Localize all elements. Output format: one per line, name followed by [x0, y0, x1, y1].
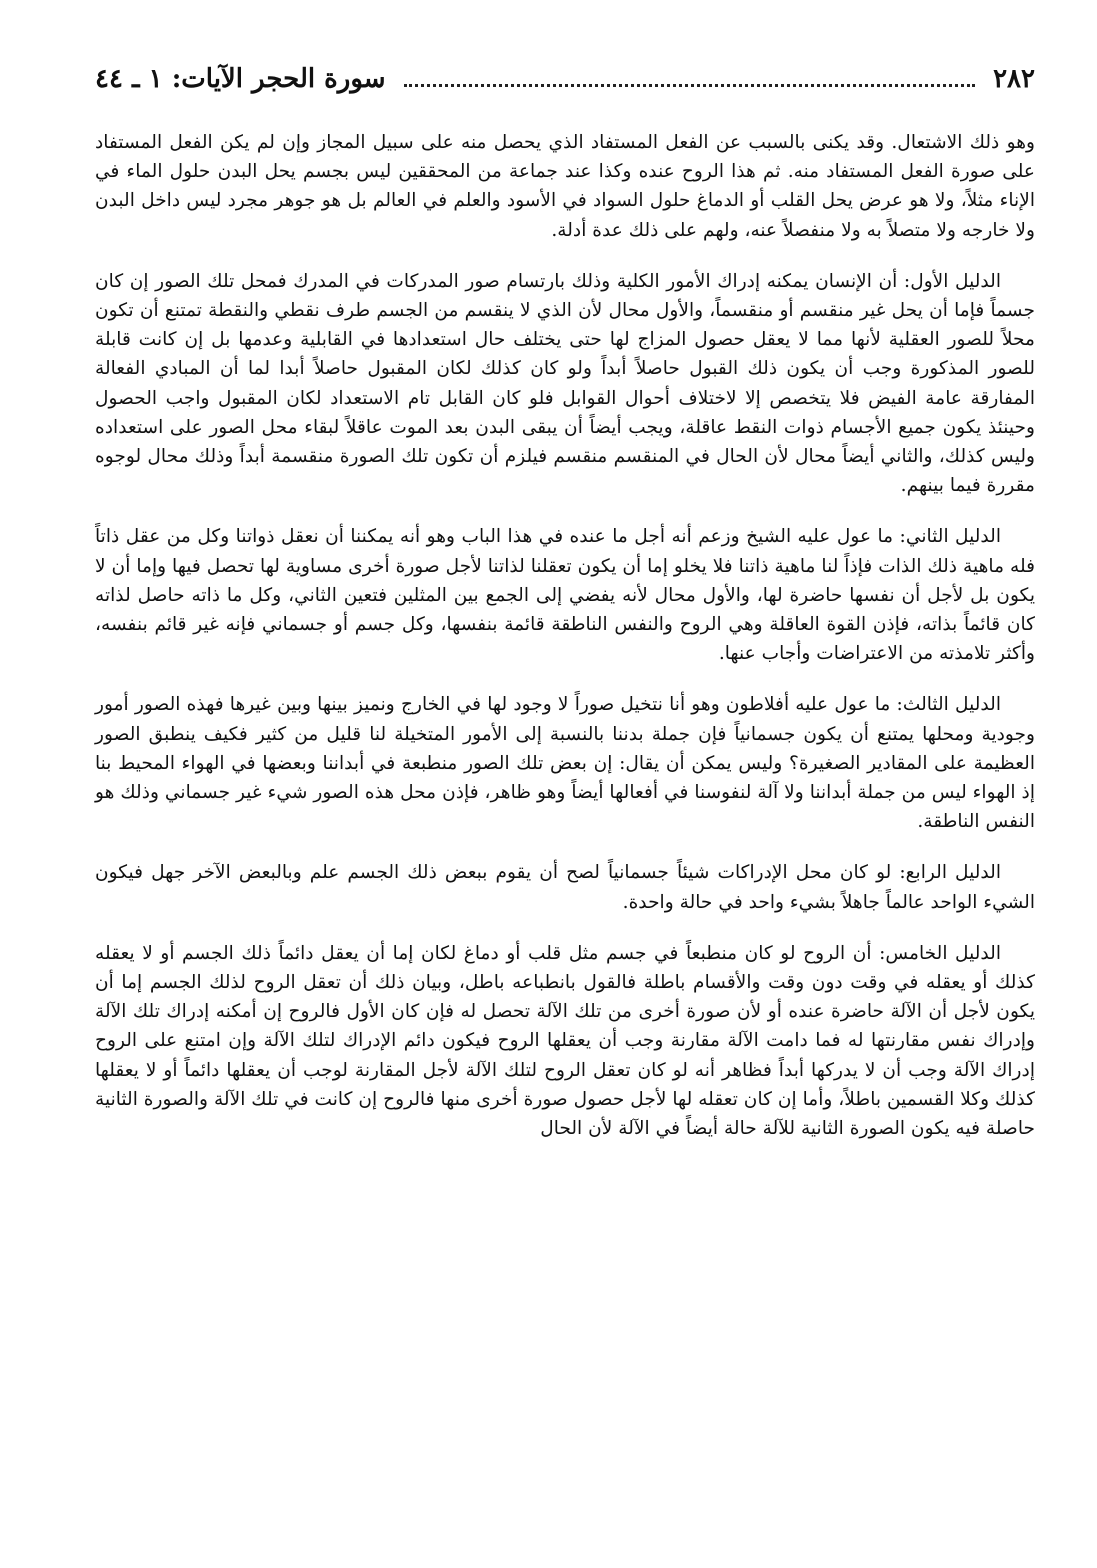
paragraph-third-proof: الدليل الثالث: ما عول عليه أفلاطون وهو أنا نتخيل صوراً لا وجود لها في الخارج ونميز بينها وبين غيرها فهذه الصور أمور وجودية ومحلها يمتنع أن يكون جسمانياً فإن جملة بدننا بالنسبة إلى الأمور المتخيلة لنا قليل من كثير فكيف ينطبق الصور العظيمة على المقادير الصغيرة؟ وليس يمكن أن يقال: إن بعض تلك الصور منطبعة في أبداننا وبعضها في الهواء المحيط بنا إذ الهواء ليس من جملة أبداننا ولا آلة لنفوسنا في أفعالها أيضاً وهو ظاهر، فإذن محل هذه الصور شيء غير جسماني وذلك هو النفس الناطقة.: [95, 694, 1035, 833]
paragraph-fifth-proof: الدليل الخامس: أن الروح لو كان منطبعاً في جسم مثل قلب أو دماغ لكان إما أن يعقل دائماً ذلك الجسم أو لا يعقله كذلك أو يعقله في وقت دون وقت والأقسام باطلة فالقول بانطباعه باطل، وبيان ذلك أن تعقل الروح لذلك الجسم إما أن يكون لأجل أن الآلة حاضرة عنده أو لأن صورة أخرى من تلك الآلة تحصل له فإن كان الأول فالروح إن أمكنه إدراك تلك الآلة وإدراك نفس مقارنتها له فما دامت الآلة مقارنة وجب أن يعقلها الروح فيكون دائم الإدراك لتلك الآلة وإن امتنع على الروح إدراك الآلة وجب أن لا يدركها أبداً فظاهر أنه لو كان تعقل الروح لتلك الآلة لأجل المقارنة لوجب أن يعقلها دائماً أو لا يعقلها كذلك وكلا القسمين باطلاً، وأما إن كان تعقله لها لأجل حصول صورة أخرى منها فالروح إن كانت في تلك الآلة والصورة الثانية حاصلة فيه يكون الصورة الثانية للآلة حالة أيضاً في الآلة لأن الحال: [95, 942, 1035, 1140]
paragraph-second-proof: الدليل الثاني: ما عول عليه الشيخ وزعم أنه أجل ما عنده في هذا الباب وهو أنه يمكننا أن نعقل ذواتنا وكل من عقل ذاتاً فله ماهية ذلك الذات فإذاً لنا ماهية ذاتنا فلا يخلو إما أن يكون تعقلنا لذاتنا لأجل صورة أخرى مساوية لها تحصل فيها وإما أن لا يكون بل لأجل أن نفسها حاضرة لها، والأول محال لأنه يفضي إلى الجمع بين المثلين فتعين الثاني، وكل ما ذاته حاصل لذاته كان قائماً بذاته، فإذن القوة العاقلة وهي الروح والنفس الناطقة قائمة بنفسها، وكل جسم أو جسماني فإنه غير قائم بنفسه، وأكثر تلامذته من الاعتراضات وأجاب عنها.: [95, 526, 1035, 665]
book-page: [95, 62, 1035, 1165]
body-text: [95, 128, 1035, 1143]
paragraph-first-proof: الدليل الأول: أن الإنسان يمكنه إدراك الأمور الكلية وذلك بارتسام صور المدركات في المدرك فمحل تلك الصور إن كان جسماً فإما أن يحل غير منقسم أو منقسماً، والأول محال لأن الذي لا ينقسم من الجسم طرف نقطي والنقطة تمتنع أن تكون محلاً للصور العقلية لأنها مما لا يعقل حصول المزاج لها حتى يختلف حال استعدادها في القابلية وعدمها بل إن كانت قابلة للصور المذكورة وجب أن يكون ذلك القبول حاصلاً أبداً ولو كان كذلك لكان المقبول حاصلاً أبدا لما أن المبادي الفعالة المفارقة عامة الفيض فلا يتخصص إلا لاختلاف أحوال القوابل فلو كان القابل تام الاستعداد لكان المقبول واجب الحصول وحينئذ يكون جميع الأجسام ذوات النقط عاقلة، ويجب أيضاً أن يبقى البدن بعد الموت عاقلاً لبقاء محل الصور على استعداده وليس كذلك، والثاني أيضاً محال لأن الحال في المنقسم منقسم فيلزم أن تكون تلك الصورة منقسمة أبداً وذلك محال لوجوه مقررة فيما بينهم.: [95, 270, 1035, 497]
paragraph-continuation: وهو ذلك الاشتعال. وقد يكنى بالسبب عن الفعل المستفاد الذي يحصل منه على سبيل المجاز وإن لم يكن الفعل المستفاد على صورة الفعل المستفاد منه. ثم هذا الروح عنده وكذا عند جماعة من المحققين ليس بجسم يحل البدن حلول الماء في الإناء مثلاً، ولا هو عرض يحل القلب أو الدماغ حلول السواد في الأسود والعلم في العالم بل هو جوهر مجرد ليس داخل البدن ولا خارجه ولا متصلاً به ولا منفصلاً عنه، ولهم على ذلك عدة أدلة.: [95, 132, 1035, 241]
header-dotted-leader: [404, 84, 976, 87]
page-header: [95, 62, 1035, 98]
page-number: ٢٨٢: [993, 64, 1035, 94]
paragraph-fourth-proof: الدليل الرابع: لو كان محل الإدراكات شيئاً جسمانياً لصح أن يقوم ببعض ذلك الجسم علم وبالبعض الآخر جهل فيكون الشيء الواحد عالماً جاهلاً بشيء واحد في حالة واحدة.: [95, 862, 1035, 913]
running-title: سورة الحجر الآيات: ١ ـ ٤٤: [95, 64, 386, 94]
